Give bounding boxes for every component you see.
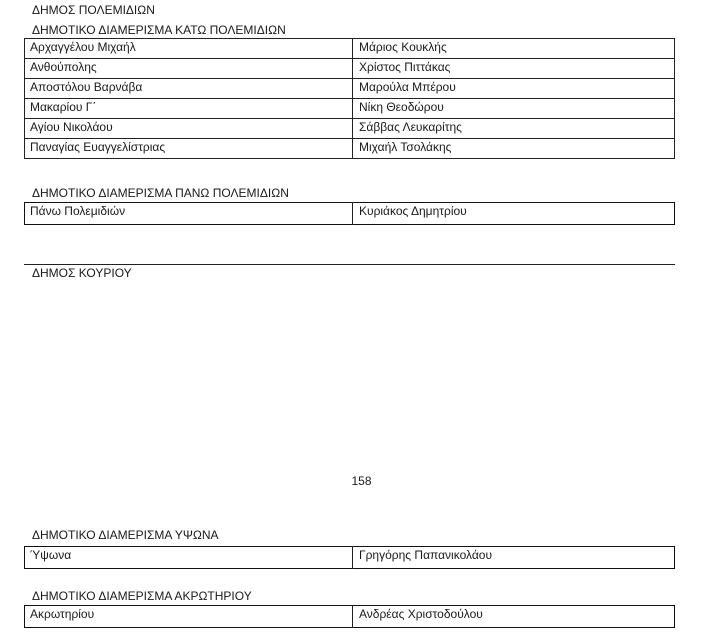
table-row <box>25 39 675 59</box>
district-cell: Πάνω Πολεμιδιών <box>30 204 126 218</box>
section-title-akrotiri: ΔΗΜΟΤΙΚΟ ΔΙΑΜΕΡΙΣΜΑ ΑΚΡΩΤΗΡΙΟΥ <box>32 589 252 603</box>
table-row <box>25 79 675 99</box>
representative-cell: Μιχαήλ Τσολάκης <box>353 139 675 159</box>
section-title-ypsonas: ΔΗΜΟΤΙΚΟ ΔΙΑΜΕΡΙΣΜΑ ΥΨΩΝΑ <box>32 528 219 542</box>
table-akrotiri <box>24 605 675 628</box>
section-title-kato-polemidia: ΔΗΜΟΤΙΚΟ ΔΙΑΜΕΡΙΣΜΑ ΚΑΤΩ ΠΟΛΕΜΙΔΙΩΝ <box>32 23 286 37</box>
representative-cell: Χρίστος Πιττάκας <box>353 59 675 79</box>
district-cell: Αρχαγγέλου Μιχαήλ <box>25 39 353 59</box>
page-number: 158 <box>351 474 372 488</box>
representative-cell: Νίκη Θεοδώρου <box>353 99 675 119</box>
municipality-heading-kourion: ΔΗΜΟΣ ΚΟΥΡΙΟΥ <box>32 266 132 280</box>
table-row <box>25 59 675 79</box>
table-row <box>25 203 675 225</box>
representative-cell: Ανδρέας Χριστοδούλου <box>353 606 675 628</box>
district-cell: Παναγίας Ευαγγελίστριας <box>25 139 353 159</box>
representative-cell: Κυριάκος Δημητρίου <box>353 203 675 225</box>
district-cell: Αποστόλου Βαρνάβα <box>25 79 353 99</box>
table-ypsonas <box>24 546 675 569</box>
table-kato-polemidia <box>24 38 675 159</box>
district-cell: Μακαρίου Γ΄ <box>25 99 353 119</box>
representative-cell: Μάριος Κουκλής <box>353 39 675 59</box>
representative-cell: Σάββας Λευκαρίτης <box>353 119 675 139</box>
district-cell: Ύψωνα <box>30 548 72 562</box>
municipality-heading-polemidia: ΔΗΜΟΣ ΠΟΛΕΜΙΔΙΩΝ <box>32 3 155 17</box>
table-row <box>25 547 675 569</box>
representative-cell: Μαρούλα Μπέρου <box>353 79 675 99</box>
table-row <box>25 139 675 159</box>
table-row <box>25 606 675 628</box>
table-pano-polemidia <box>24 202 675 225</box>
table-row <box>25 119 675 139</box>
table-row <box>25 99 675 119</box>
section-title-pano-polemidia: ΔΗΜΟΤΙΚΟ ΔΙΑΜΕΡΙΣΜΑ ΠΑΝΩ ΠΟΛΕΜΙΔΙΩΝ <box>32 186 289 200</box>
district-cell: Ακρωτηρίου <box>30 607 95 621</box>
section-divider <box>24 264 675 265</box>
representative-cell: Γρηγόρης Παπανικολάου <box>353 547 675 569</box>
district-cell: Ανθούπολης <box>25 59 353 79</box>
district-cell: Αγίου Νικολάου <box>25 119 353 139</box>
